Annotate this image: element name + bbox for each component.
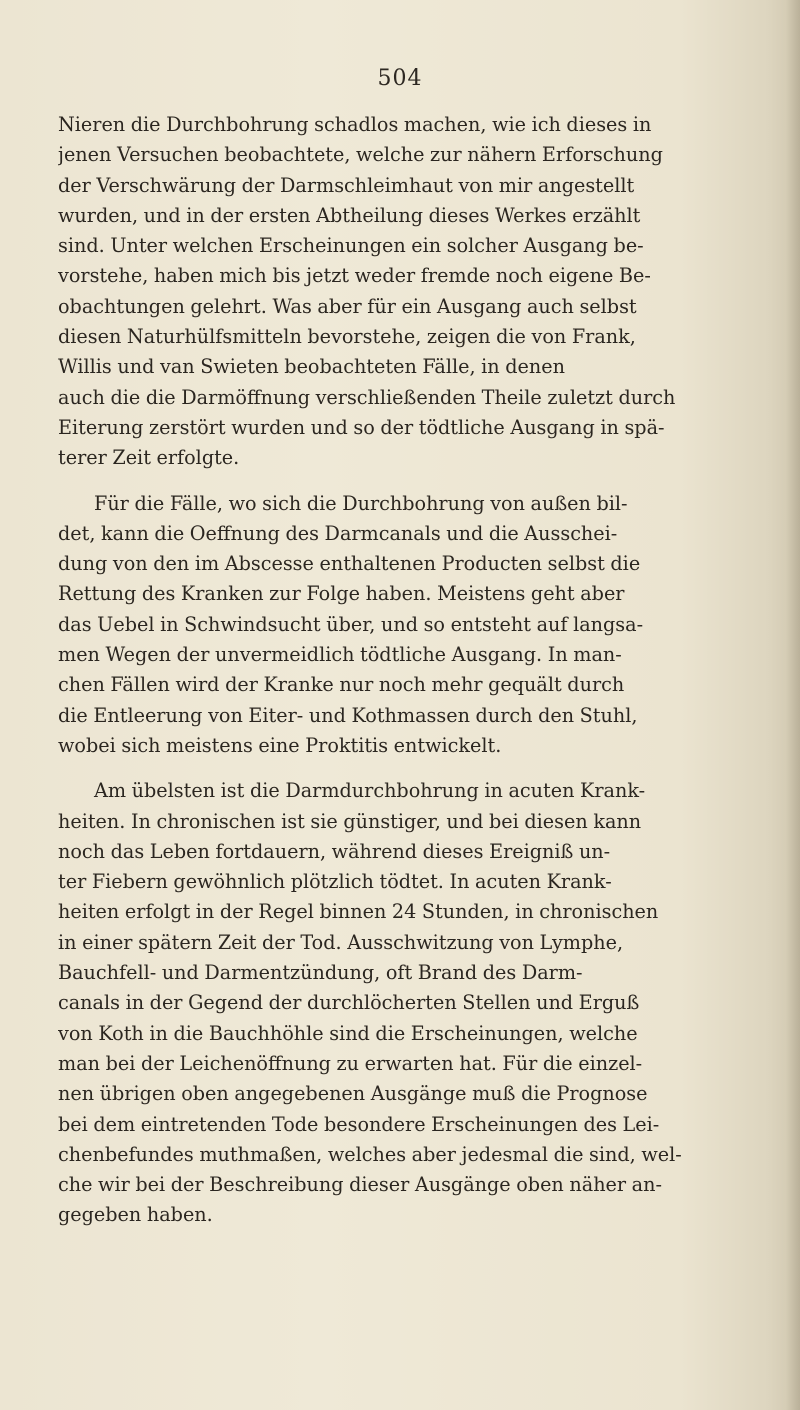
text-line: Eiterung zerstört wurden und so der tödtliche Ausgang in spä- bbox=[58, 415, 665, 439]
text-line: chen Fällen wird der Kranke nur noch mehr gequält durch bbox=[58, 673, 625, 697]
text-line: nen übrigen oben angegebenen Ausgänge muß die Prognose bbox=[58, 1082, 648, 1106]
text-line: men Wegen der unvermeidlich tödtliche Ausgang. In man- bbox=[58, 643, 622, 667]
text-line: man bei der Leichenöffnung zu erwarten hat. Für die einzel- bbox=[58, 1051, 643, 1075]
text-line: diesen Naturhülfsmitteln bevorstehe, zeigen die von Frank, bbox=[58, 325, 636, 349]
text-line: noch das Leben fortdauern, während dieses Ereigniß un- bbox=[58, 839, 611, 863]
text-line: heiten erfolgt in der Regel binnen 24 Stunden, in chronischen bbox=[58, 900, 659, 924]
paragraph bbox=[58, 110, 770, 474]
text-line: Willis und van Swieten beobachteten Fälle, in denen bbox=[58, 355, 565, 379]
text-line: Rettung des Kranken zur Folge haben. Meistens geht aber bbox=[58, 582, 625, 606]
text-line: wurden, und in der ersten Abtheilung dieses Werkes erzählt bbox=[58, 203, 641, 227]
text-line: terer Zeit erfolgte. bbox=[58, 446, 240, 470]
text-line: der Verschwärung der Darmschleimhaut von mir angestellt bbox=[58, 173, 635, 197]
paragraph bbox=[58, 776, 770, 1230]
page-edge-shadow bbox=[786, 0, 800, 1410]
page-number: 504 bbox=[377, 66, 423, 91]
text-line: vorstehe, haben mich bis jetzt weder fremde noch eigene Be- bbox=[58, 264, 651, 288]
text-line: Nieren die Durchbohrung schadlos machen, wie ich dieses in bbox=[58, 113, 652, 136]
text-line: ter Fiebern gewöhnlich plötzlich tödtet. In acuten Krank- bbox=[58, 870, 612, 894]
text-line: jenen Versuchen beobachtete, welche zur nähern Erforschung bbox=[58, 143, 663, 167]
text-line: in einer spätern Zeit der Tod. Ausschwitzung von Lymphe, bbox=[58, 930, 624, 954]
text-line: det, kann die Oeffnung des Darmcanals und die Ausschei- bbox=[58, 521, 618, 545]
text-line: Bauchfell- und Darmentzündung, oft Brand des Darm- bbox=[58, 961, 583, 985]
text-line: sind. Unter welchen Erscheinungen ein solcher Ausgang be- bbox=[58, 234, 644, 258]
text-line: obachtungen gelehrt. Was aber für ein Ausgang auch selbst bbox=[58, 294, 637, 318]
text-line: Für die Fälle, wo sich die Durchbohrung von außen bil- bbox=[94, 491, 628, 515]
text-line: canals in der Gegend der durchlöcherten Stellen und Erguß bbox=[58, 991, 640, 1015]
text-line: gegeben haben. bbox=[58, 1203, 213, 1227]
text-line: che wir bei der Beschreibung dieser Ausgänge oben näher an- bbox=[58, 1173, 662, 1197]
text-line: wobei sich meistens eine Proktitis entwickelt. bbox=[58, 733, 502, 757]
text-line: dung von den im Abscesse enthaltenen Producten selbst die bbox=[58, 552, 641, 576]
text-line: die Entleerung von Eiter- und Kothmassen durch den Stuhl, bbox=[58, 703, 638, 727]
text-line: heiten. In chronischen ist sie günstiger, und bei diesen kann bbox=[58, 809, 642, 833]
text-line: das Uebel in Schwindsucht über, und so entsteht auf langsa- bbox=[58, 612, 644, 636]
body-text bbox=[58, 110, 770, 1246]
paragraph bbox=[58, 489, 770, 762]
text-line: Am übelsten ist die Darmdurchbohrung in acuten Krank- bbox=[94, 779, 646, 803]
text-line: auch die die Darmöffnung verschließenden Theile zuletzt durch bbox=[58, 385, 676, 409]
text-line: bei dem eintretenden Tode besondere Erscheinungen des Lei- bbox=[58, 1112, 660, 1136]
text-line: von Koth in die Bauchhöhle sind die Erscheinungen, welche bbox=[58, 1021, 638, 1045]
text-line: chenbefundes muthmaßen, welches aber jedesmal die sind, wel- bbox=[58, 1142, 682, 1166]
